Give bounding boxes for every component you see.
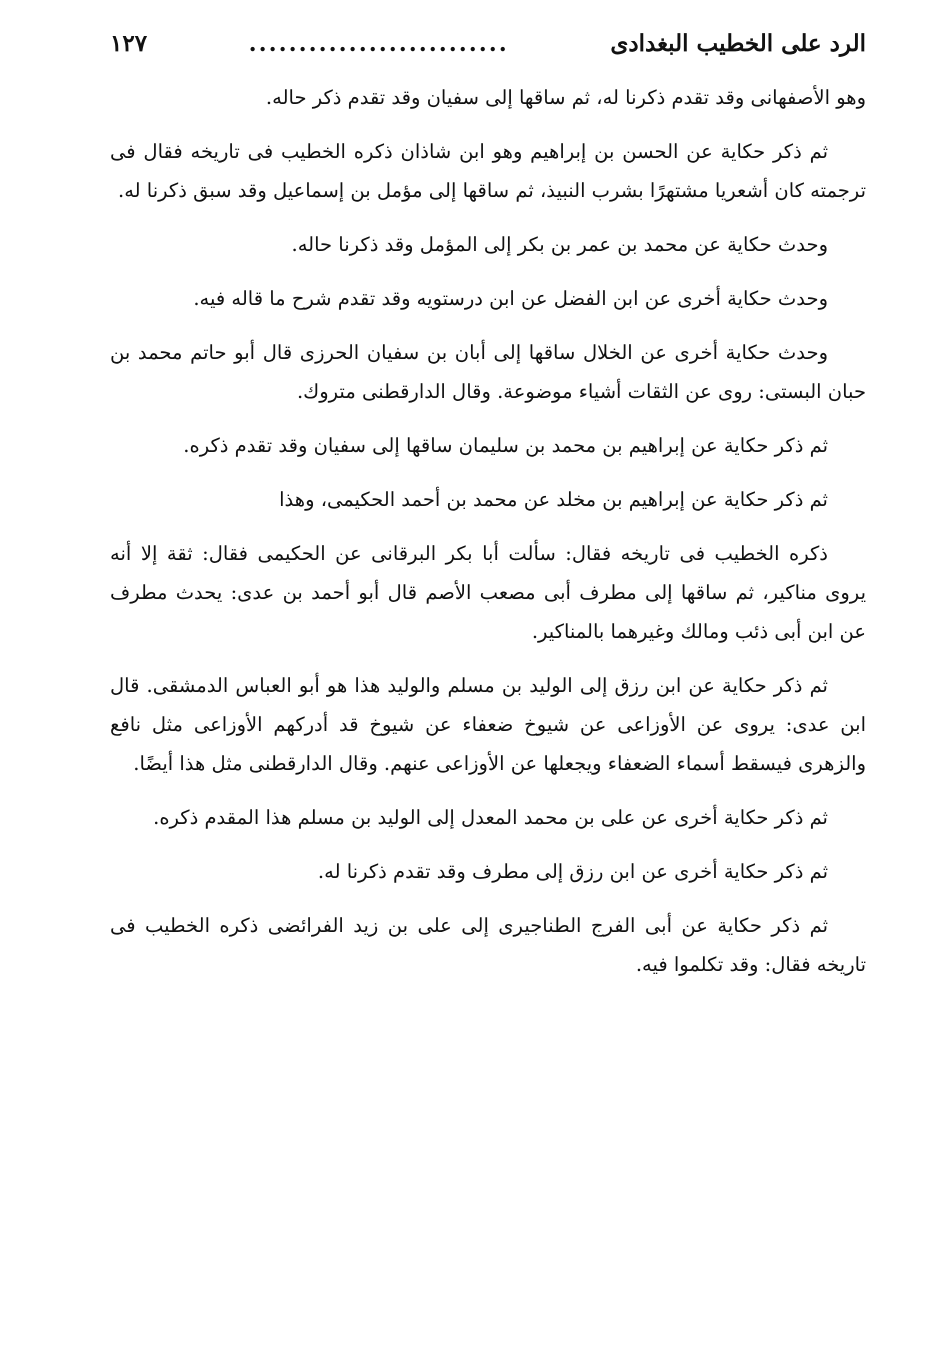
page-number: ١٢٧ [110, 30, 148, 57]
paragraph: ثم ذكر حكاية أخرى عن على بن محمد المعدل إلى الوليد بن مسلم هذا المقدم ذكره. [153, 806, 828, 829]
paragraph: ثم ذكر حكاية عن ابن رزق إلى الوليد بن مسلم والوليد هذا هو أبو العباس الدمشقى. قال ابن عدى: يروى عن الأوزاعى عن شيوخ ضعفاء عن شيوخ قد أدركهم الأوزاعى مثل نافع والزهرى فيسقط أسماء الضعفاء ويجعلها عن الأوزاعى عنهم. وقال الدارقطنى مثل هذا أيضًا. [110, 674, 866, 775]
paragraph: ثم ذكر حكاية عن أبى الفرج الطناجيرى إلى على بن زيد الفرائضى ذكره الخطيب فى تاريخه فقال: وقد تكلموا فيه. [110, 914, 866, 976]
book-page [110, 30, 866, 999]
running-header-title: الرد على الخطيب البغدادى [610, 30, 866, 57]
paragraph: ثم ذكر حكاية عن إبراهيم بن محمد بن سليمان ساقها إلى سفيان وقد تقدم ذكره. [183, 434, 828, 457]
leader-dots: .......................... [248, 30, 509, 57]
running-header [110, 30, 866, 78]
paragraph: ثم ذكر حكاية عن الحسن بن إبراهيم وهو ابن شاذان ذكره الخطيب فى تاريخه فقال فى ترجمته كان أشعريا مشتهرًا بشرب النبيذ، ثم ساقها إلى مؤمل بن إسماعيل وقد سبق ذكرنا له. [110, 140, 866, 202]
paragraph: وهو الأصفهانى وقد تقدم ذكرنا له، ثم ساقها إلى سفيان وقد تقدم ذكر حاله. [265, 86, 866, 109]
body-text [110, 78, 866, 984]
paragraph: ذكره الخطيب فى تاريخه فقال: سألت أبا بكر البرقانى عن الحكيمى فقال: ثقة إلا أنه يروى مناكير، ثم ساقها إلى مطرف أبى مصعب الأصم قال أبو أحمد بن عدى: يحدث مطرف عن ابن أبى ذئب ومالك وغيرهما بالمناكير. [110, 542, 866, 643]
paragraph: ثم ذكر حكاية عن إبراهيم بن مخلد عن محمد بن أحمد الحكيمى، وهذا [279, 488, 828, 511]
paragraph: وحدث حكاية عن محمد بن عمر بن بكر إلى المؤمل وقد ذكرنا حاله. [291, 233, 828, 256]
paragraph: ثم ذكر حكاية أخرى عن ابن رزق إلى مطرف وقد تقدم ذكرنا له. [317, 860, 828, 883]
paragraph: وحدث حكاية أخرى عن ابن الفضل عن ابن درستويه وقد تقدم شرح ما قاله فيه. [193, 287, 828, 310]
paragraph: وحدث حكاية أخرى عن الخلال ساقها إلى أبان بن سفيان الحرزى قال أبو حاتم محمد بن حبان البستى: روى عن الثقات أشياء موضوعة. وقال الدارقطنى متروك. [110, 341, 866, 403]
